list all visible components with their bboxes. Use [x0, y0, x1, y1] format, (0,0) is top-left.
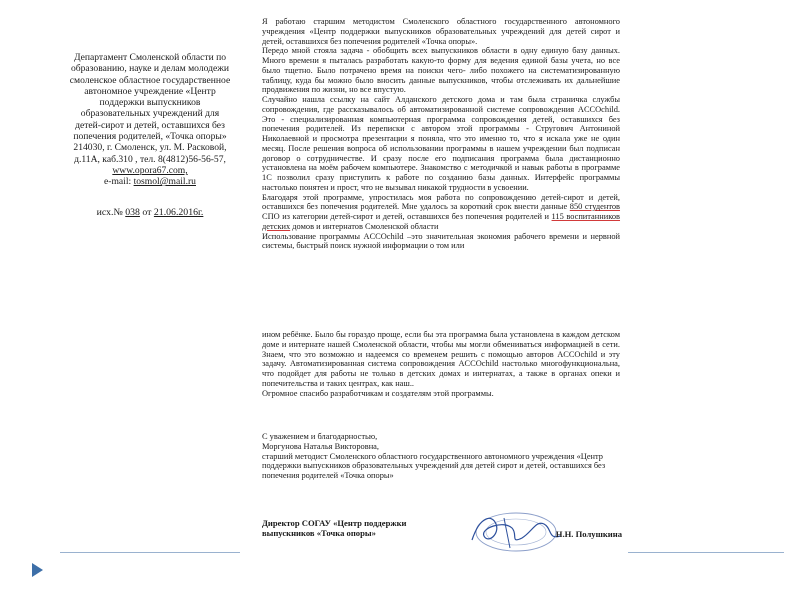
outgoing-reg-number [52, 207, 248, 218]
body-paragraph: Я работаю старшим методистом Смоленского областного государственного автономного учреждения «Центр поддержки выпускников образовательных учреждений для детей сирот и детей, оставшихся без попечения родителей «Точка опоры». [262, 17, 620, 46]
body-paragraph: Случайно нашла ссылку на сайт Алданского детского дома и там была страничка службы сопровождения, где рассказывалось об автоматизированной системе сопровождения ACCOchild. Это - специализированная компьютерная программа сопровождения детей, оставшихся без попечения родителей. Из переписки с автором этой программы - Стругович Антониной Николаевной и просмотра презентации я поняла, что это именно то, что я искала уже не один месяц. После решения вопроса об использовании программы в нашем учреждении был подписан договор о сотрудничестве. И сразу после его подписания программа была дистанционно установлена на моём рабочем компьютере. Знакомство с методичкой и навык работы в программе 1С позволил сразу приступить к работе по созданию базы данных. Интерфейс программы настолько понятен и прост, что не вызывал никакой трудности в усвоении. [262, 95, 620, 192]
body-text: домов и интернатов Смоленской области [290, 221, 439, 231]
body-paragraph: ином ребёнке. Было бы гораздо проще, если бы эта программа была установлена в каждом детском доме и интернате нашей Смоленской области, чтобы мы могли обмениваться информацией в сети. Знаем, что это возможно и надеемся со временем решить с помощью авторов ACCOchild и эту задачу. Автоматизированная система сопровождения ACCOchild настолько многофункциональна, что подойдет для работы не только в детских домах и интернатах, а также в органах опеки и попечительства и таких центрах, как наш.. [262, 330, 620, 388]
body-paragraph: Использование программы ACCOchild –это значительная экономия рабочего времени и нервной системы, быстрый поиск нужной информации о том или [262, 231, 620, 251]
director-title-line: Директор СОГАУ «Центр поддержки [262, 518, 407, 528]
letter-closing [262, 432, 620, 481]
letterhead-line: 214030, г. Смоленск, ул. М. Расковой, [73, 142, 227, 154]
divider-line [60, 552, 240, 553]
letterhead-line: образованию, науке и делам молодежи [70, 63, 230, 75]
letterhead-line: попечения родителей, «Точка опоры» [73, 131, 227, 143]
body-text: СПО из категории детей-сирот и детей, оставшихся без попечения родителей и [262, 212, 552, 221]
highlighted-pupils-count: 115 воспитанников детских [262, 212, 621, 231]
director-title-line: выпускников «Точка опоры» [262, 528, 376, 538]
letterhead-line: поддержки выпускников [99, 97, 201, 109]
author-name: Моргунова Наталья Викторовна, [262, 441, 379, 451]
letterhead-line: детей-сирот и детей, оставшихся без [75, 119, 225, 131]
body-text: Благодаря этой программе, упростилась моя работа по сопровождению детей-сирот и детей, оставшихся без попечения родителей. Мне удалось за короткий срок внести данные [262, 192, 620, 212]
body-paragraph: Передо мной стояла задача - обобщить всех выпускников области в одну единую базу данных. Много времени я пыталась разработать какую-то форму для ведения единой базы учета, но все было тщетно. Было потрачено время на поиски чего- либо похожего на систематизированную таблицу, куда бы можно было вносить данные выпускников, чтобы отслеживать их дальнейшие продвижения по жизни, но все впустую. [262, 46, 620, 95]
closing-line: С уважением и благодарностью, [262, 432, 378, 441]
email-label: e-mail: [104, 176, 134, 188]
highlighted-students-count: 850 студентов [569, 202, 621, 212]
body-paragraph: Огромное спасибо разработчикам и создателям этой программы. [262, 388, 494, 398]
reg-prefix: исх.№ [96, 206, 126, 218]
email-row [52, 176, 248, 187]
reg-mid: от [139, 206, 154, 218]
signature-row [262, 516, 622, 550]
letterhead-line: смоленское областное государственное [69, 74, 231, 86]
letterhead [52, 52, 248, 218]
letter-body-continued [262, 330, 620, 398]
triangle-bullet-icon [32, 563, 43, 577]
website-link[interactable]: www.opora67.com, [112, 164, 188, 176]
body-paragraph [262, 193, 620, 232]
letterhead-line: Департамент Смоленской области по [73, 52, 227, 63]
director-name: Н.Н. Полушкина [555, 529, 622, 539]
letterhead-line: автономное учреждение «Центр [84, 85, 216, 97]
letterhead-line: образовательных учреждений для [80, 108, 220, 120]
reg-number: 038 [125, 206, 140, 218]
letterhead-line: д.11А, каб.310 , тел. 8(4812)56-56-57, [74, 153, 226, 165]
reg-date: 21.06.2016г. [153, 206, 204, 218]
author-position: старший методист Смоленского областного государственного автономного учреждения «Центр поддержки выпускников образовательных учреждений для детей сирот и детей, оставшихся без попечения родителей «Точка опоры» [262, 451, 606, 480]
letter-body [262, 17, 620, 251]
email-link[interactable]: tosmol@mail.ru [133, 176, 196, 188]
divider-line [628, 552, 784, 553]
director-title [262, 518, 462, 538]
